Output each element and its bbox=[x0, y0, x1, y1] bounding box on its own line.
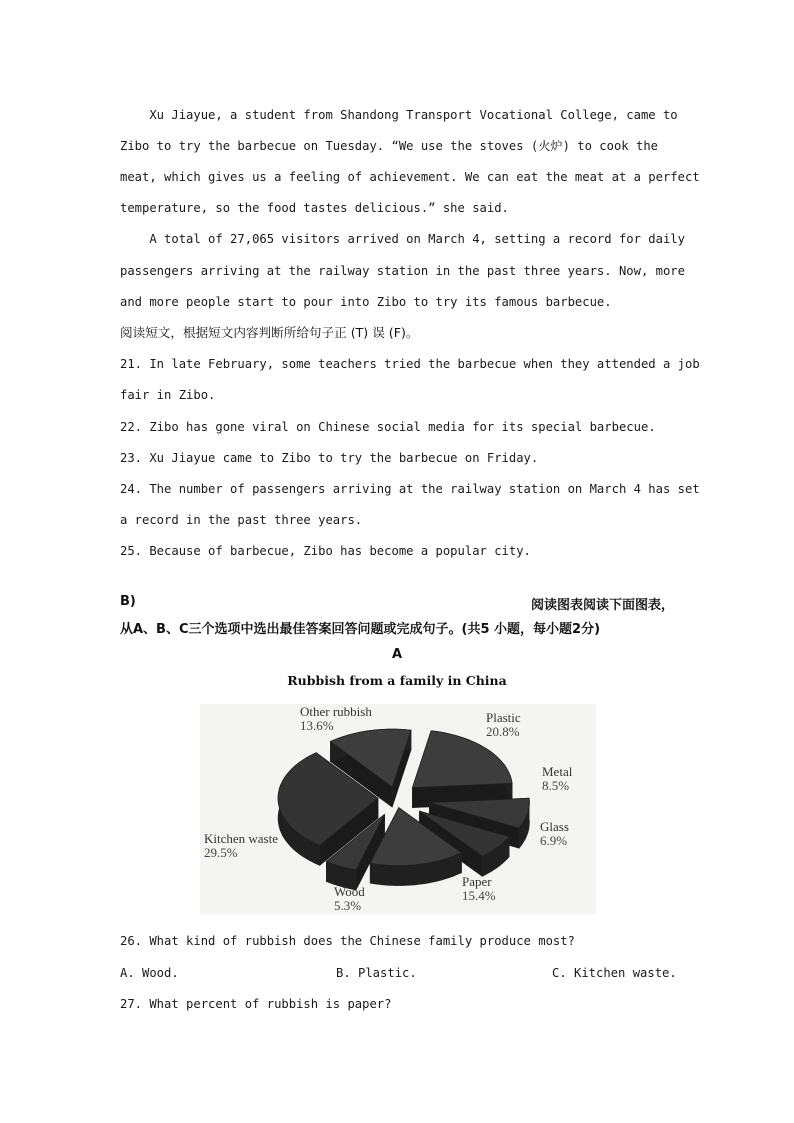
slice-label: Wood bbox=[334, 884, 365, 899]
passage-line: meat, which gives us a feeling of achievement. We can eat the meat at a perfect bbox=[120, 170, 700, 184]
passage-line: and more people start to pour into Zibo to try its famous barbecue. bbox=[120, 295, 612, 309]
sub-section-label: A bbox=[391, 647, 403, 662]
slice-value-label: 20.8% bbox=[486, 724, 520, 739]
slice-value-label: 6.9% bbox=[540, 833, 568, 848]
slice-value-label: 29.5% bbox=[204, 845, 238, 860]
slice-label: Metal bbox=[542, 764, 573, 779]
section-instruction: 从A、B、C三个选项中选出最佳答案回答问题或完成句子。(共5 小题，每小题2分) bbox=[120, 622, 601, 637]
passage-line: Zibo to try the barbecue on Tuesday. “We use the stoves (火炉) to cook the bbox=[120, 139, 658, 153]
question-27: 27. What percent of rubbish is paper? bbox=[120, 997, 392, 1011]
pie-chart bbox=[196, 700, 600, 918]
slice-value-label: 15.4% bbox=[462, 888, 496, 903]
option-b: B. Plastic. bbox=[336, 966, 417, 980]
passage-line: A total of 27,065 visitors arrived on March 4, setting a record for daily bbox=[120, 232, 685, 246]
chart-title: Rubbish from a family in China bbox=[287, 673, 507, 688]
statement-line: 22. Zibo has gone viral on Chinese social media for its special barbecue. bbox=[120, 420, 656, 434]
statement-line: 24. The number of passengers arriving at the railway station on March 4 has set bbox=[120, 482, 700, 496]
slice-value-label: 13.6% bbox=[300, 718, 334, 733]
passage-line: temperature, so the food tastes delicious.” she said. bbox=[120, 201, 509, 215]
statement-line: 25. Because of barbecue, Zibo has become a popular city. bbox=[120, 544, 531, 558]
option-c: C. Kitchen waste. bbox=[552, 966, 677, 980]
slice-label: Paper bbox=[462, 874, 492, 889]
question-26: 26. What kind of rubbish does the Chinese family produce most? bbox=[120, 934, 575, 948]
option-a: A. Wood. bbox=[120, 966, 179, 980]
statement-line: a record in the past three years. bbox=[120, 513, 363, 527]
passage-line: Xu Jiayue, a student from Shandong Transport Vocational College, came to bbox=[120, 108, 678, 122]
statement-line: 23. Xu Jiayue came to Zibo to try the barbecue on Friday. bbox=[120, 451, 539, 465]
slice-label: Kitchen waste bbox=[204, 831, 279, 846]
slice-label: Glass bbox=[540, 819, 569, 834]
passage-line: passengers arriving at the railway station in the past three years. Now, more bbox=[120, 264, 685, 278]
statement-line: 21. In late February, some teachers tried the barbecue when they attended a job bbox=[120, 357, 700, 371]
slice-value-label: 8.5% bbox=[542, 778, 570, 793]
slice-label: Plastic bbox=[486, 710, 521, 725]
instruction: 阅读短文，根据短文内容判断所给句子正 (T) 误 (F)。 bbox=[120, 325, 419, 340]
section-label: B) bbox=[120, 594, 136, 609]
section-instruction-right: 阅读图表阅读下面图表， bbox=[530, 598, 674, 613]
statement-line: fair in Zibo. bbox=[120, 388, 216, 402]
slice-value-label: 5.3% bbox=[334, 898, 362, 913]
slice-label: Other rubbish bbox=[300, 704, 372, 719]
